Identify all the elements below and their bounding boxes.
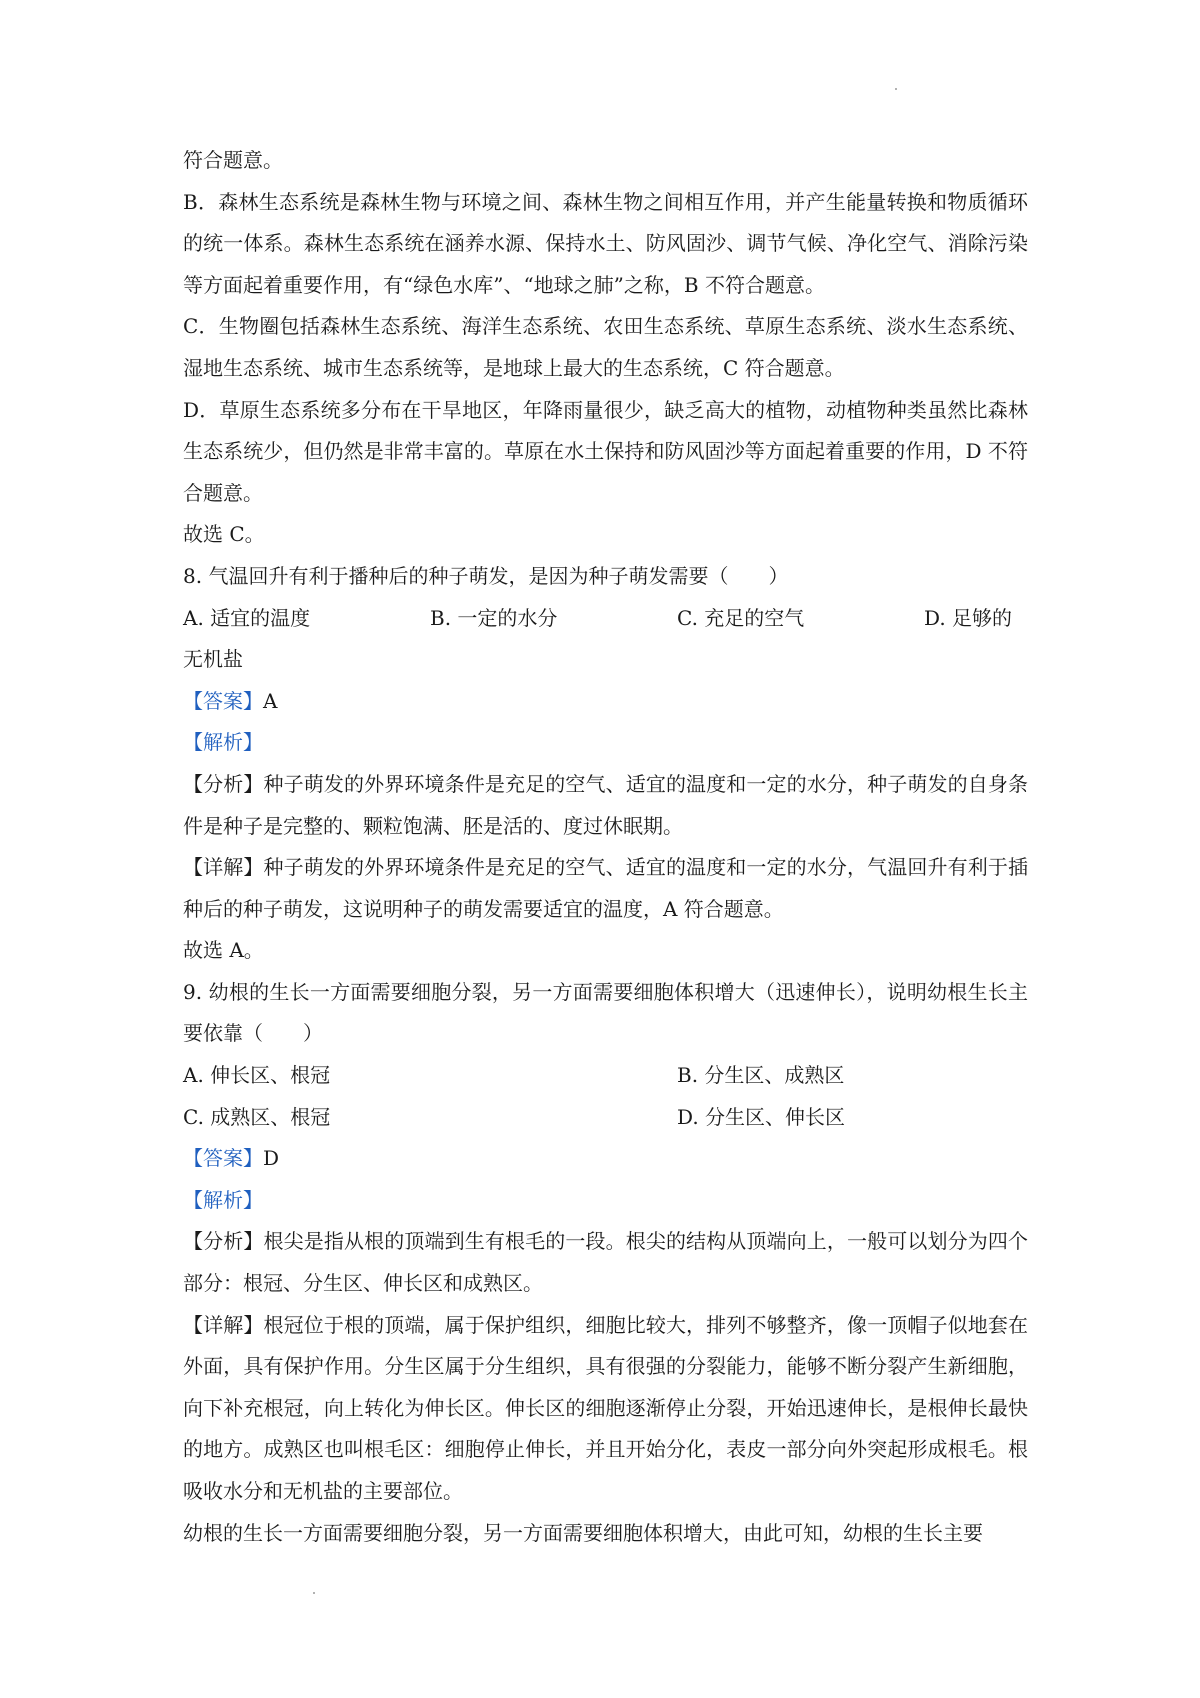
jiexi-tag: 【解析】 [183,1187,263,1212]
detail-tag: 【详解】 [183,1312,264,1337]
paragraph-option-b: B．森林生态系统是森林生物与环境之间、森林生物之间相互作用，并产生能量转换和物质循环的统一体系。森林生态系统在涵养水源、保持水土、防风固沙、调节气候、净化空气、消除污染等方面起着重要作用，有“绿色水库”、“地球之肺”之称，B 不符合题意。 [183,189,1028,297]
answer-tag: 【答案】 [183,688,263,713]
q8-option-a: A. 适宜的温度 [183,605,311,630]
q9-analysis-text: 根尖是指从根的顶端到生有根毛的一段。根尖的结构从顶端向上，一般可以划分为四个部分：根冠、分生区、伸长区和成熟区。 [183,1229,1029,1296]
q9-option-b: B. 分生区、成熟区 [677,1063,845,1088]
q9-answer: D [263,1146,280,1171]
answer-tag: 【答案】 [183,1146,263,1171]
document-page [183,140,1028,1554]
q9-detail-text: 根冠位于根的顶端，属于保护组织，细胞比较大，排列不够整齐，像一顶帽子似地套在外面，具有保护作用。分生区属于分生组织，具有很强的分裂能力，能够不断分裂产生新细胞，向下补充根冠，向上转化为伸长区。伸长区的细胞逐渐停止分裂，开始迅速伸长，是根伸长最快的地方。成熟区也叫根毛区：细胞停止伸长，并且开始分化，表皮一部分向外突起形成根毛。根吸收水分和无机盐的主要部位。 [183,1312,1029,1503]
q9-stem: 9. 幼根的生长一方面需要细胞分裂，另一方面需要细胞体积增大（迅速伸长），说明幼根生长主要依靠（ ） [183,979,1028,1046]
paragraph-option-c: C．生物圈包括森林生态系统、海洋生态系统、农田生态系统、草原生态系统、淡水生态系统、湿地生态系统、城市生态系统等，是地球上最大的生态系统，C 符合题意。 [183,314,1028,380]
q9-jiexi-line [183,1180,1028,1222]
detail-tag: 【详解】 [183,855,264,880]
q8-option-d: D. 足够的 [924,605,1013,630]
q8-detail [183,847,1028,930]
analysis-tag: 【分析】 [183,1229,264,1254]
q8-option-c: C. 充足的空气 [677,605,805,630]
q8-analysis-text: 种子萌发的外界环境条件是充足的空气、适宜的温度和一定的水分，种子萌发的自身条件是种子是完整的、颗粒饱满、胚是活的、度过休眠期。 [183,771,1029,838]
analysis-tag: 【分析】 [183,771,264,796]
q8-conclusion: 故选 A。 [183,938,264,963]
conclusion-q7: 故选 C。 [183,522,265,547]
q8-analysis [183,764,1028,847]
q9-option-c: C. 成熟区、根冠 [183,1104,331,1129]
q8-stem: 8. 气温回升有利于播种后的种子萌发，是因为种子萌发需要（ ） [183,563,789,588]
paragraph-option-a-tail: 符合题意。 [183,148,283,172]
q8-jiexi-line [183,722,1028,764]
q8-detail-text: 种子萌发的外界环境条件是充足的空气、适宜的温度和一定的水分，气温回升有利于插种后的种子萌发，这说明种子的萌发需要适宜的温度，A 符合题意。 [183,855,1029,921]
q8-option-b: B. 一定的水分 [430,605,558,630]
q8-option-d-wrap: 无机盐 [183,647,243,672]
q8-answer: A [263,688,278,713]
q9-detail [183,1305,1028,1513]
q8-options [183,598,1028,640]
corner-mark-bottom [313,1592,315,1594]
q9-answer-line [183,1138,1028,1180]
q9-continuation: 幼根的生长一方面需要细胞分裂，另一方面需要细胞体积增大，由此可知，幼根的生长主要 [183,1520,983,1545]
q8-answer-line [183,681,1028,723]
q9-option-d: D. 分生区、伸长区 [677,1104,846,1129]
jiexi-tag: 【解析】 [183,730,263,755]
paragraph-option-d: D．草原生态系统多分布在干旱地区，年降雨量很少，缺乏高大的植物，动植物种类虽然比森林生态系统少，但仍然是非常丰富的。草原在水土保持和防风固沙等方面起着重要的作用，D 不符合题意。 [183,397,1028,505]
q9-options [183,1055,1028,1138]
q9-analysis [183,1221,1028,1304]
corner-mark-top [895,88,897,90]
q9-option-a: A. 伸长区、根冠 [183,1063,331,1088]
